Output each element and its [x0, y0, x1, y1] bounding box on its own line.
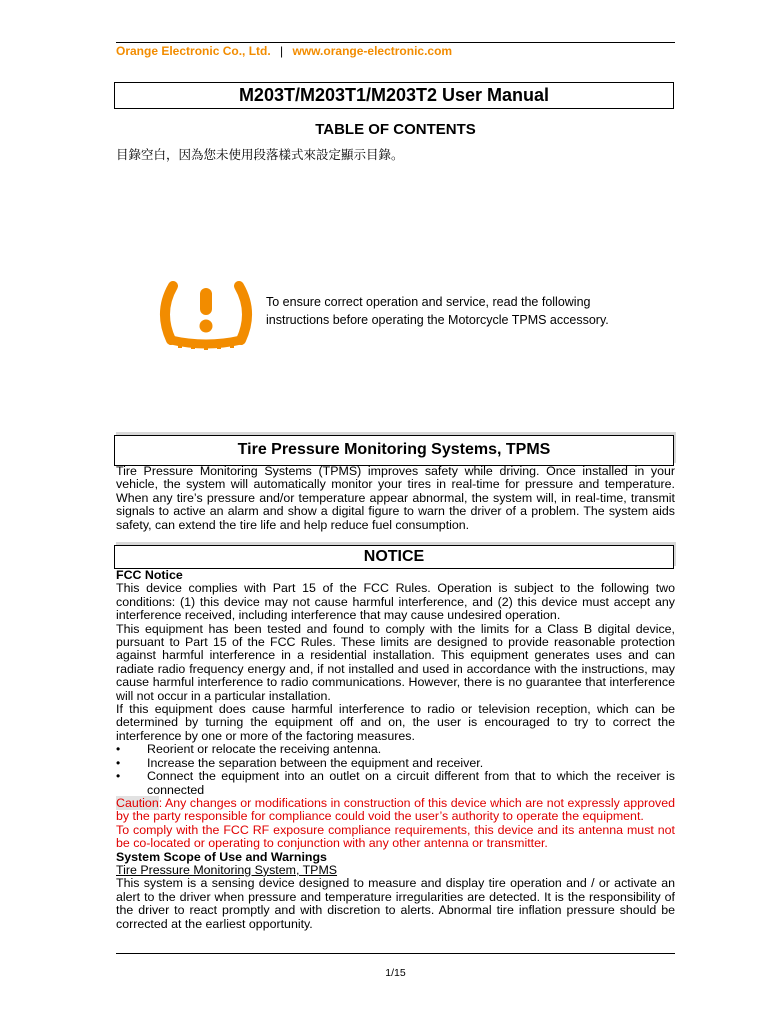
header-rule	[116, 42, 675, 43]
tpms-description: Tire Pressure Monitoring Systems (TPMS) improves safety while driving. Once installed in your vehicle, the system will automatically monitor your tires in real-time for pressure and temperature. When any tire’s pressure and/or temperature appear abnormal, the system will, in real-time, transmit signals to active an alarm and show a digital figure to warn the driver of a problem. The system aids safety, can extend the tire life and help reduce fuel consumption.	[116, 464, 675, 532]
fcc-paragraph-3: If this equipment does cause harmful interference to radio or television reception, which can be determined by turning the equipment off and on, the user is encouraged to try to correct the interference by one or more of the factoring measures.	[116, 702, 675, 743]
list-item: • Connect the equipment into an outlet on a circuit different from that to which the receiver is connected	[116, 770, 675, 797]
fcc-notice-title: FCC Notice	[116, 568, 183, 582]
toc-empty-message: 目錄空白，因為您未使用段落樣式來設定顯示目錄。	[116, 147, 404, 162]
caution-text: : Any changes or modifications in construction of this device which are not expressly approved by the party responsible for compliance could void the user’s authority to operate the equipment.	[116, 795, 675, 824]
company-name: Orange Electronic Co., Ltd.	[116, 44, 271, 58]
notice-body	[116, 569, 675, 931]
measures-list	[116, 743, 675, 797]
fcc-paragraph-1: This device complies with Part 15 of the FCC Rules. Operation is subject to the following two conditions: (1) this device may not cause harmful interference, and (2) this device must accept any interference received, including interference that may cause undesired operation.	[116, 581, 675, 623]
page-number: 1/15	[385, 967, 406, 979]
document-title: M203T/M203T1/M203T2 User Manual	[114, 82, 674, 109]
scope-title: System Scope of Use and Warnings	[116, 849, 327, 864]
scope-subtitle: Tire Pressure Monitoring System, TPMS	[116, 862, 338, 877]
header-separator: |	[280, 44, 284, 58]
notice-heading: NOTICE	[114, 545, 674, 569]
company-website[interactable]: www.orange-electronic.com	[292, 44, 453, 58]
caution-paragraph	[116, 797, 675, 824]
tpms-warning-icon	[158, 276, 254, 352]
caution-label: Caution	[116, 795, 159, 810]
intro-text: To ensure correct operation and service, read the following instructions before operating the Motorcycle TPMS accessory.	[266, 295, 609, 327]
list-item: • Increase the separation between the equipment and receiver.	[116, 757, 675, 770]
page-header	[116, 44, 675, 58]
footer-rule	[116, 953, 675, 954]
toc-heading: TABLE OF CONTENTS	[315, 121, 476, 138]
tpms-section-heading: Tire Pressure Monitoring Systems, TPMS	[114, 435, 674, 466]
list-item: • Reorient or relocate the receiving antenna.	[116, 743, 675, 756]
scope-text: This system is a sensing device designed to measure and display tire operation and / or activate an alert to the driver when pressure and temperature irregularities are detected. It is the responsibility of the driver to react promptly and with discretion to alerts. Abnormal tire inflation pressure should be corrected at the earliest opportunity.	[116, 876, 675, 931]
rf-exposure-warning: To comply with the FCC RF exposure compliance requirements, this device and its antenna must not be co-located or operating to conjunction with any other antenna or transmitter.	[116, 822, 675, 851]
fcc-paragraph-2: This equipment has been tested and found to comply with the limits for a Class B digital device, pursuant to Part 15 of the FCC Rules. These limits are designed to provide reasonable protection against harmful interference in a residential installation. This equipment generates uses and can radiate radio frequency energy and, if not installed and used in accordance with the instructions, may cause harmful interference to radio communications. However, there is no guarantee that interference will not occur in a particular installation.	[116, 621, 675, 703]
